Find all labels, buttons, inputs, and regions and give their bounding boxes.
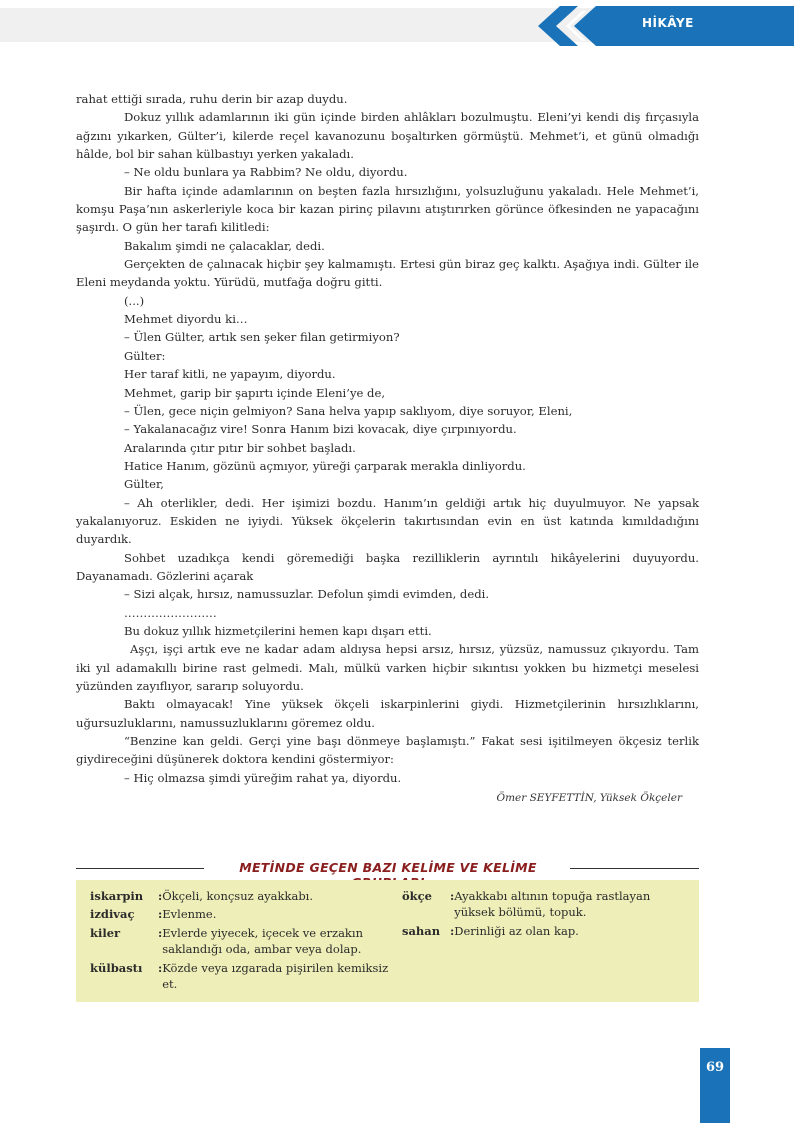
story-source: Ömer SEYFETTİN, Yüksek Ökçeler — [496, 792, 682, 804]
glossary-entry — [90, 888, 390, 904]
story-paragraph: rahat ettiği sırada, ruhu derin bir azap duydu. — [76, 92, 348, 106]
glossary-definition: Evlerde yiyecek, içecek ve erzakın saklandığı oda, ambar veya dolap. — [162, 925, 363, 957]
story-paragraph: (...) — [124, 293, 145, 308]
glossary-colon: : — [450, 889, 455, 903]
story-paragraph: Mehmet, garip bir şapırtı içinde Eleni’ye de, — [124, 385, 386, 400]
story-text — [76, 90, 699, 787]
glossary-definition: Derinliği az olan kap. — [454, 923, 579, 938]
story-paragraph: Bu dokuz yıllık hizmetçilerini hemen kapı dışarı etti. — [124, 623, 432, 638]
glossary-term: ökçe — [402, 889, 432, 903]
story-paragraph: – Ülen, gece niçin gelmiyon? Sana helva yapıp saklıyom, diye soruyor, Eleni, — [124, 403, 573, 418]
story-paragraph: Sohbet uzadıkça kendi göremediği başka rezilliklerin ayrıntılı hikâyelerini duyuyordu. Dayanamadı. Gözlerini açarak — [76, 550, 699, 583]
story-paragraph: Dokuz yıllık adamlarının iki gün içinde birden ahlâkları bozulmuştu. Eleni’yi kendi diş fırçasıyla ağzını yıkarken, Gülter’i, kilerde reçel kavanozunu boşaltırken görmüştü. Mehmet’i, et günü olmadığı hâlde, bol bir sahan külbastıyı yerken yakaladı. — [76, 110, 699, 162]
glossary-definition: Közde veya ızgarada pişirilen kemiksiz et. — [162, 960, 389, 992]
story-paragraph: Gülter: — [124, 348, 166, 363]
divider-line — [570, 868, 699, 869]
story-paragraph: Baktı olmayacak! Yine yüksek ökçeli iskarpinlerini giydi. Hizmetçilerinin hırsızlıklarını, uğursuzluklarını, namussuzluklarını göremez oldu. — [76, 697, 699, 730]
glossary-title: METİNDE GEÇEN BAZI KELİME VE KELİME — [239, 860, 537, 875]
story-paragraph: – Ülen Gülter, artık sen şeker filan getirmiyon? — [124, 330, 400, 345]
glossary-box — [76, 880, 699, 1002]
glossary-term: kiler — [90, 925, 121, 940]
glossary-colon: : — [158, 889, 163, 903]
divider-line — [76, 868, 204, 869]
story-paragraph: Bir hafta içinde adamlarının on beşten fazla hırsızlığını, yolsuzluğunu yakaladı. Hele Mehmet’i, komşu Paşa’nın askerleriyle koca bir kazan pirinç pilavını atıştırırken görünce öfkesinden ne yapacağını şaşırdı. O gün her tarafı kilitledi: — [76, 183, 699, 235]
glossary-colon: : — [158, 907, 163, 922]
story-paragraph: Gülter, — [124, 477, 164, 492]
glossary-colon: : — [158, 925, 163, 940]
story-paragraph: – Hiç olmazsa şimdi yüreğim rahat ya, diyordu. — [124, 770, 402, 785]
glossary-entry — [90, 960, 390, 993]
story-paragraph: …………………… — [124, 605, 217, 620]
glossary-term: sahan — [402, 923, 441, 938]
glossary-definition: Ökçeli, konçsuz ayakkabı. — [162, 889, 314, 903]
story-paragraph: – Ah oterlikler, dedi. Her işimizi bozdu. Hanım’ın geldiği artık hiç duyulmuyor. Ne yapsak yakalanıyoruz. Eskiden ne iyiydi. Yüksek ökçelerin takırtısından evin en üst katında kımıldadığını duyardık. — [76, 495, 699, 547]
story-paragraph: “Benzine kan geldi. Gerçi yine başı dönmeye başlamıştı.” Fakat sesi işitilmeyen ökçesiz terlik giydireceğini düşünerek doktora kendini göstermiyor: — [76, 734, 699, 767]
glossary-column-left — [90, 888, 390, 994]
glossary-entry — [90, 925, 390, 958]
story-paragraph: Gerçekten de çalınacak hiçbir şey kalmamıştı. Ertesi gün biraz geç kalktı. Aşağıya indi. Gülter ile Eleni meydanda yoktu. Yürüdü, mutfağa doğru gitti. — [76, 257, 699, 290]
story-paragraph: Mehmet diyordu ki… — [124, 312, 248, 327]
glossary-colon: : — [450, 923, 455, 938]
page-number: 69 — [705, 1060, 725, 1075]
glossary-entry — [402, 888, 692, 921]
glossary-column-right — [402, 888, 692, 941]
story-paragraph: – Ne oldu bunlara ya Rabbim? Ne oldu, diyordu. — [124, 165, 408, 180]
glossary-definition: Evlenme. — [162, 907, 217, 922]
story-paragraph: Hatice Hanım, gözünü açmıyor, yüreği çarparak merakla dinliyordu. — [124, 458, 526, 473]
glossary-term: izdivaç — [90, 907, 135, 922]
section-label: HİKÂYE — [642, 16, 694, 30]
story-paragraph: Aşçı, işçi artık eve ne kadar adam aldıysa hepsi arsız, hırsız, yüzsüz, namussuz çıkıyordu. Tam iki yıl adamakıllı birine rast gelmedi. Malı, mülkü varken hiçbir sıkıntısı yokken bu hizmetçi meselesi yüzünden zayıflıyor, sararıp soluyordu. — [76, 642, 699, 693]
story-paragraph: Her taraf kitli, ne yapayım, diyordu. — [124, 367, 336, 382]
story-paragraph: – Yakalanacağız vire! Sonra Hanım bizi kovacak, diye çırpınıyordu. — [124, 422, 517, 437]
glossary-heading — [76, 858, 699, 880]
glossary-definition: Ayakkabı altının topuğa rastlayan yüksek bölümü, topuk. — [454, 889, 651, 920]
glossary-colon: : — [158, 960, 163, 975]
story-paragraph: Aralarında çıtır pıtır bir sohbet başladı. — [124, 440, 356, 455]
glossary-term: külbastı — [90, 960, 143, 975]
glossary-term: iskarpin — [90, 889, 144, 903]
story-paragraph: Bakalım şimdi ne çalacaklar, dedi. — [124, 238, 325, 253]
glossary-entry — [90, 906, 390, 922]
glossary-entry — [402, 923, 692, 939]
story-paragraph: – Sizi alçak, hırsız, namussuzlar. Defolun şimdi evimden, dedi. — [124, 587, 490, 602]
